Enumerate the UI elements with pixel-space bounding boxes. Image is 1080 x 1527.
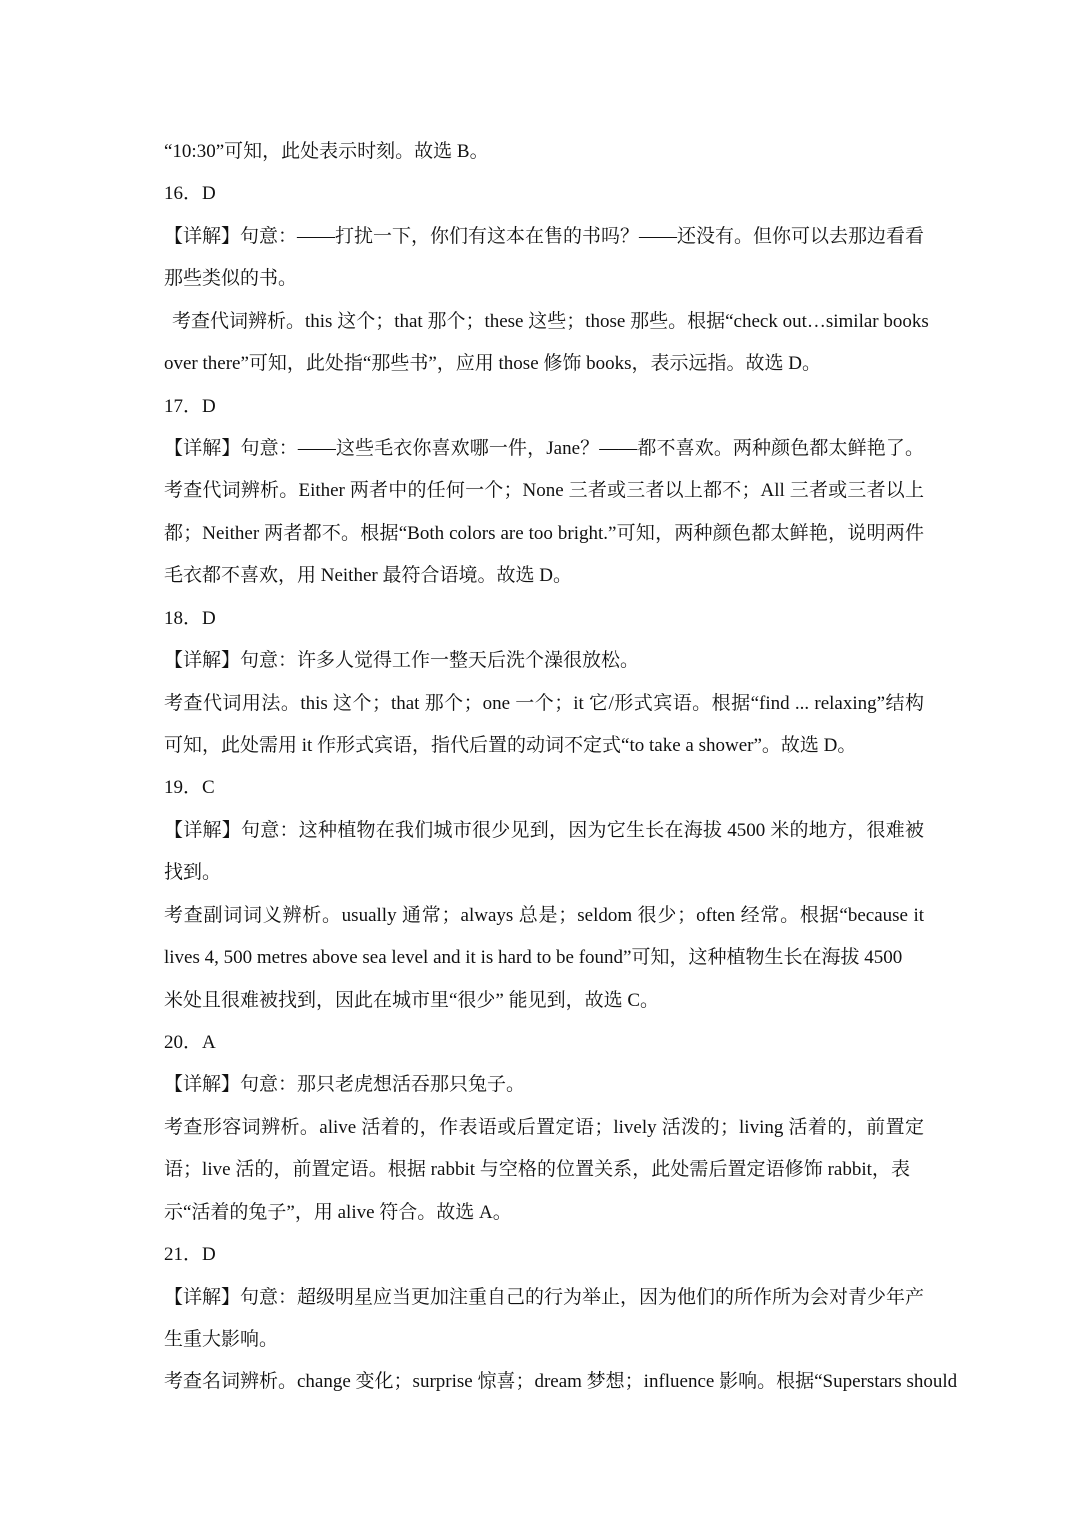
answer-number: 17．D (164, 396, 216, 417)
text-line: 【详解】句意：那只老虎想活吞那只兔子。 (164, 1074, 526, 1095)
text-line: 毛衣都不喜欢，用 Neither 最符合语境。故选 D。 (164, 565, 572, 586)
text-line: 【详解】句意：——这些毛衣你喜欢哪一件，Jane？——都不喜欢。两种颜色都太鲜艳了。 (164, 438, 924, 459)
text-line: 考查形容词辨析。alive 活着的，作表语或后置定语；lively 活泼的；living 活着的，前置定 (164, 1117, 924, 1138)
text-line: 那些类似的书。 (164, 268, 298, 289)
text-line: 米处且很难被找到，因此在城市里“很少” 能见到，故选 C。 (164, 990, 660, 1011)
text-line: lives 4, 500 metres above sea level and it is hard to be found”可知，这种植物生长在海拔 4500 (164, 947, 903, 968)
text-line: 考查代词辨析。this 这个；that 那个；these 这些；those 那些。根据“check out…similar books (172, 311, 929, 332)
text-line: 可知，此处需用 it 作形式宾语，指代后置的动词不定式“to take a shower”。故选 D。 (164, 735, 857, 756)
text-line: 考查代词辨析。Either 两者中的任何一个；None 三者或三者以上都不；All 三者或三者以上 (164, 480, 924, 501)
text-line: 找到。 (164, 862, 222, 883)
text-line: 考查副词词义辨析。usually 通常；always 总是；seldom 很少；often 经常。根据“because it (164, 905, 924, 926)
text-line: “10:30”可知，此处表示时刻。故选 B。 (164, 141, 489, 162)
answer-number: 18．D (164, 608, 216, 629)
text-line: 考查代词用法。this 这个；that 那个；one 一个；it 它/形式宾语。根据“find ... relaxing”结构 (164, 693, 924, 714)
text-line: 考查名词辨析。change 变化；surprise 惊喜；dream 梦想；influence 影响。根据“Superstars should (164, 1371, 958, 1392)
answer-number: 20．A (164, 1032, 216, 1053)
answer-number: 19．C (164, 777, 215, 798)
text-line: 【详解】句意：许多人觉得工作一整天后洗个澡很放松。 (164, 650, 640, 671)
answer-number: 16．D (164, 183, 216, 204)
text-line: 【详解】句意：这种植物在我们城市很少见到，因为它生长在海拔 4500 米的地方，很难被 (164, 820, 924, 841)
text-line: 示“活着的兔子”，用 alive 符合。故选 A。 (164, 1202, 512, 1223)
text-line: over there”可知，此处指“那些书”，应用 those 修饰 books，表示远指。故选 D。 (164, 353, 822, 374)
text-line: 语；live 活的，前置定语。根据 rabbit 与空格的位置关系，此处需后置定语修饰 rabbit，表 (164, 1159, 910, 1180)
text-line: 【详解】句意：超级明星应当更加注重自己的行为举止，因为他们的所作所为会对青少年产 (164, 1287, 925, 1308)
text-line: 都；Neither 两者都不。根据“Both colors are too bright.”可知，两种颜色都太鲜艳，说明两件 (164, 523, 924, 544)
text-line: 【详解】句意：——打扰一下，你们有这本在售的书吗？——还没有。但你可以去那边看看 (164, 226, 925, 247)
answer-number: 21．D (164, 1244, 216, 1265)
text-line: 生重大影响。 (164, 1329, 279, 1350)
